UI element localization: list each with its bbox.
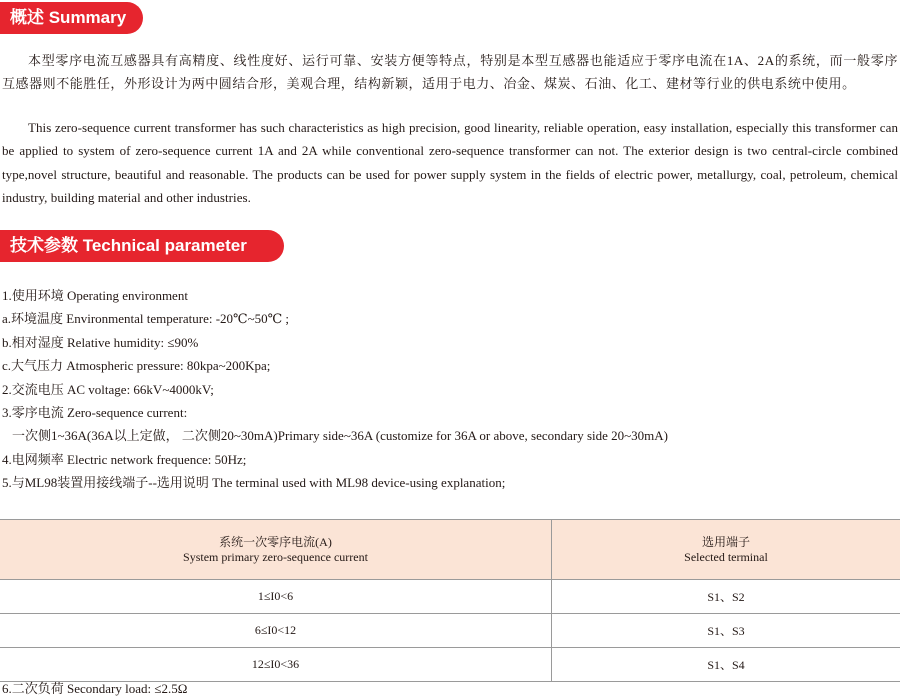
- table-header-row: [0, 520, 900, 580]
- param-operating-environment: 1.使用环境 Operating environment: [2, 284, 668, 307]
- param-ac-voltage: 2.交流电压 AC voltage: 66kV~4000kV;: [2, 378, 668, 401]
- header-current: [0, 520, 552, 580]
- terminal-selection-table: [0, 519, 900, 682]
- current-cell: 6≤I0<12: [0, 614, 552, 648]
- terminal-cell: S1、S3: [552, 614, 900, 648]
- header-terminal: [552, 520, 900, 580]
- current-cell: 1≤I0<6: [0, 580, 552, 614]
- secondary-load: 6.二次负荷 Secondary load: ≤2.5Ω: [2, 678, 187, 697]
- technical-heading: 技术参数 Technical parameter: [0, 230, 284, 262]
- terminal-cell: S1、S2: [552, 580, 900, 614]
- header-terminal-en: Selected terminal: [684, 550, 768, 564]
- summary-paragraph-en: This zero-sequence current transformer has such characteristics as high precision, good linearity, reliable operation, easy installation, especially this transformer can be applied to system of zero-sequence current 1A and 2A while conventional zero-sequence transformer can not. The exterior design is two central-circle combined type,novel structure, beautiful and reasonable. The products can be used for power supply system in the fields of electric power, metallurgy, coal, petroleum, chemical industry, building material and other industries.: [2, 116, 898, 209]
- header-current-en: System primary zero-sequence current: [183, 550, 368, 564]
- parameter-list: [2, 284, 668, 495]
- summary-paragraph-cn: 本型零序电流互感器具有高精度、线性度好、运行可靠、安装方便等特点，特别是本型互感器也能适应于零序电流在1A、2A的系统，而一般零序互感器则不能胜任，外形设计为两中圆结合形，美观合理，结构新颖，适用于电力、冶金、煤炭、石油、化工、建材等行业的供电系统中使用。: [2, 49, 898, 96]
- param-zero-sequence-current: 3.零序电流 Zero-sequence current:: [2, 401, 668, 424]
- param-terminal-explanation: 5.与ML98装置用接线端子--选用说明 The terminal used with ML98 device-using explanation;: [2, 471, 668, 494]
- param-temperature: a.环境温度 Environmental temperature: -20℃~50℃ ;: [2, 307, 668, 330]
- header-current-cn: 系统一次零序电流(A): [219, 535, 332, 549]
- current-cell: 12≤I0<36: [0, 648, 552, 682]
- table-row: [0, 614, 900, 648]
- param-humidity: b.相对湿度 Relative humidity: ≤90%: [2, 331, 668, 354]
- summary-heading: 概述 Summary: [0, 2, 143, 34]
- table-row: [0, 580, 900, 614]
- terminal-cell: S1、S4: [552, 648, 900, 682]
- param-frequency: 4.电网频率 Electric network frequence: 50Hz;: [2, 448, 668, 471]
- param-pressure: c.大气压力 Atmospheric pressure: 80kpa~200Kpa;: [2, 354, 668, 377]
- header-terminal-cn: 选用端子: [702, 535, 750, 549]
- table-row: [0, 648, 900, 682]
- param-primary-side: 一次侧1~36A(36A以上定做， 二次侧20~30mA)Primary side~36A (customize for 36A or above, secondary side 20~30mA): [2, 424, 668, 447]
